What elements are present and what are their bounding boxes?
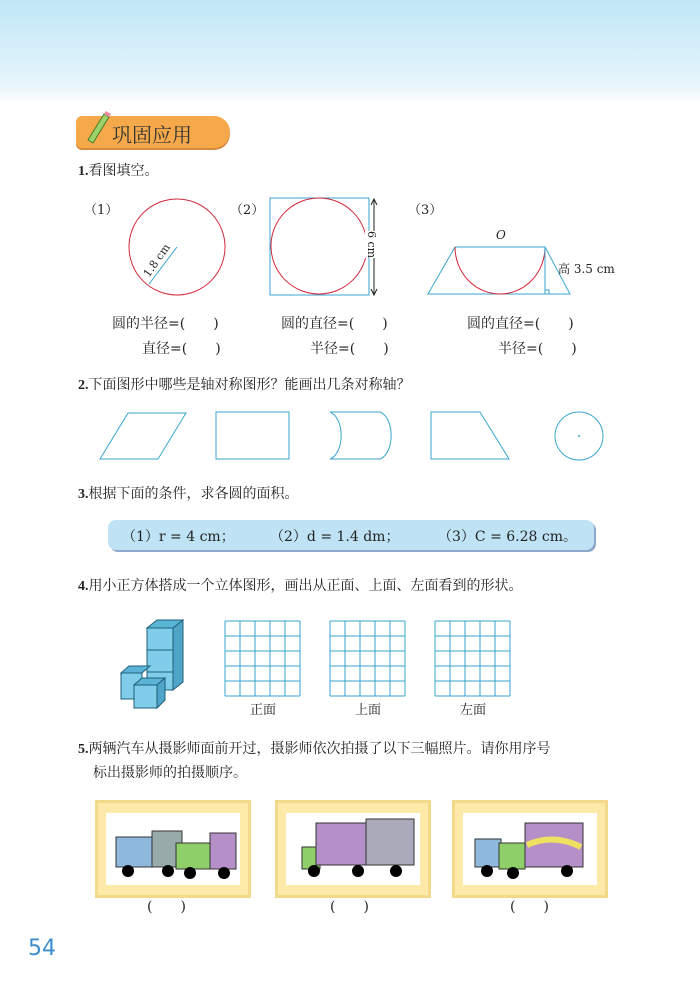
q1-3-diameter[interactable]: 圆的直径=( ) xyxy=(467,316,574,332)
radius-label: 1.8 cm xyxy=(140,241,173,280)
condition-2: （2）d = 1.4 dm； xyxy=(270,529,400,545)
q1-1-radius[interactable]: 圆的半径=( ) xyxy=(112,316,219,332)
q1-1-diameter[interactable]: 直径=( ) xyxy=(142,341,221,357)
side-label: 6 cm xyxy=(365,230,379,259)
q1-2-diameter[interactable]: 圆的直径=( ) xyxy=(281,316,388,332)
page-number: 54 xyxy=(28,936,56,961)
q5-title-line1: 5.两辆汽车从摄影师面前开过，摄影师依次拍摄了以下三幅照片。请你用序号 xyxy=(78,741,551,757)
view-label-top: 上面 xyxy=(355,703,382,718)
q4-title: 4.用小正方体搭成一个立体图形，画出从正面、上面、左面看到的形状。 xyxy=(78,578,523,594)
q1-item3-label: （3） xyxy=(408,203,443,218)
answer-2[interactable]: ( ) xyxy=(330,899,369,915)
q1-2-radius[interactable]: 半径=( ) xyxy=(310,341,389,357)
center-label: O xyxy=(496,228,506,242)
condition-1: （1）r = 4 cm； xyxy=(122,529,235,545)
q2-title: 2.下面图形中哪些是轴对称图形？能画出几条对称轴？ xyxy=(78,377,411,393)
q1-title: 1.看图填空。 xyxy=(78,163,159,179)
grid-front xyxy=(225,621,300,696)
q3-title: 3.根据下面的条件，求各圆的面积。 xyxy=(78,486,299,502)
trucks-illustration-3 xyxy=(463,813,597,885)
condition-3: （3）C = 6.28 cm。 xyxy=(438,529,577,545)
trucks-illustration-2 xyxy=(286,813,420,885)
trucks-illustration-1 xyxy=(106,813,240,885)
section-title: 巩固应用 xyxy=(112,123,192,147)
q1-item2-label: （2） xyxy=(230,203,265,218)
view-label-left: 左面 xyxy=(460,703,487,718)
q1-3-radius[interactable]: 半径=( ) xyxy=(498,341,577,357)
grid-left xyxy=(435,621,510,696)
height-label: 高 3.5 cm xyxy=(558,262,615,276)
view-label-front: 正面 xyxy=(250,703,277,718)
answer-1[interactable]: ( ) xyxy=(147,899,186,915)
answer-3[interactable]: ( ) xyxy=(510,899,549,915)
photo-2 xyxy=(275,800,431,898)
q5-title-line2: 标出摄影师的拍摄顺序。 xyxy=(93,765,247,781)
photo-1 xyxy=(95,800,251,898)
q1-item1-label: （1） xyxy=(84,203,119,218)
photo-3 xyxy=(452,800,608,898)
grid-top xyxy=(330,621,405,696)
